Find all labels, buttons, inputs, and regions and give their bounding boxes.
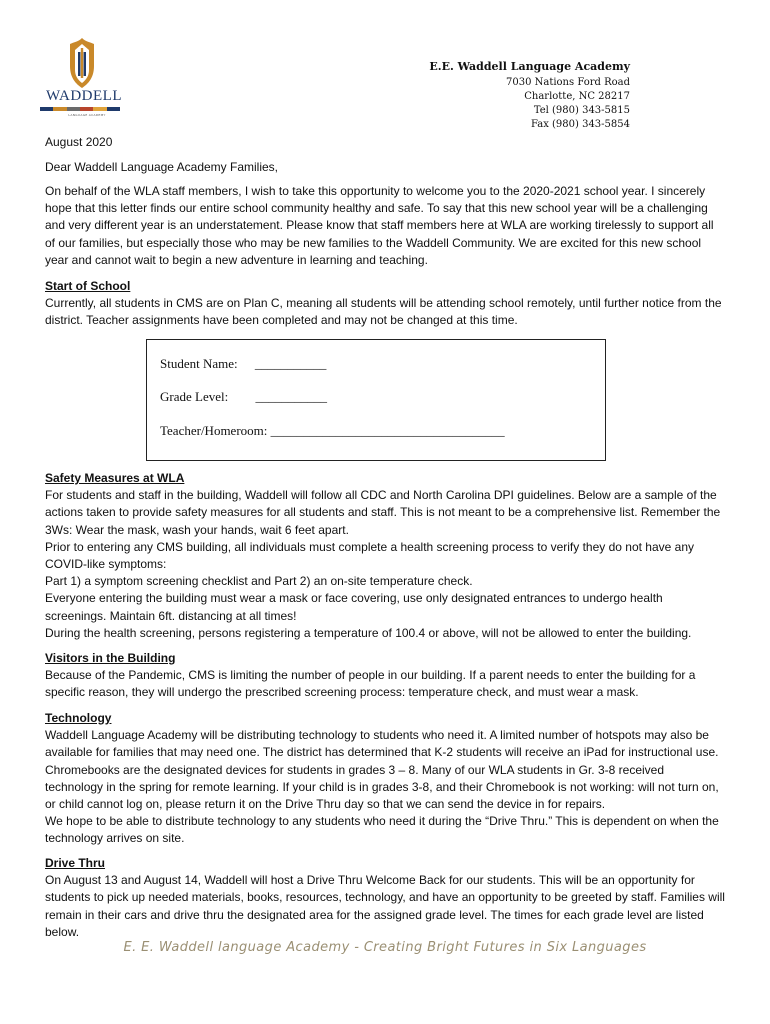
address-fax: Fax (980) 343-5854 xyxy=(530,119,630,130)
footer-tagline: E. E. Waddell language Academy - Creating Bright Futures in Six Languages xyxy=(123,940,647,955)
safety-text-2: Prior to entering any CMS building, all individuals must complete a health screening process to verify they do not have any COVID-like symptoms: xyxy=(45,539,695,572)
visitors-text: Because of the Pandemic, CMS is limiting the number of people in our building. If a parent needs to enter the building for a specific reason, they will undergo the prescribed screening process: temperature check, and must wear a mask. xyxy=(45,668,696,700)
letter-date: August 2020 xyxy=(45,135,113,149)
safety-text-1: For students and staff in the building, Waddell will follow all CDC and North Carolina DPI guidelines. Below are a sample of the actions taken to provide safety measures for all students and staff. This is not meant to be a comprehensive list. Remember the 3Ws: Wear the mask, wash your hands, wait 6 feet apart. xyxy=(45,488,721,537)
visitors-heading: Visitors in the Building xyxy=(45,651,176,665)
address-city: Charlotte, NC 28217 xyxy=(524,91,630,102)
drive-heading: Drive Thru xyxy=(45,856,106,870)
letterhead-address xyxy=(429,60,630,132)
teacher-label: Teacher/Homeroom: xyxy=(160,423,268,438)
drive-text: On August 13 and August 14, Waddell will host a Drive Thru Welcome Back for our students. This will be an opportunity for students to pick up needed materials, books, resources, technology, and have an opportunity to be greeted by staff. Families will remain in their cars and drive thru the designated area for the assigned grade level. The times for each grade level are listed below. xyxy=(45,873,725,939)
safety-heading: Safety Measures at WLA xyxy=(45,471,185,485)
student-name-label: Student Name: xyxy=(160,356,238,371)
logo-color-bar xyxy=(40,107,120,111)
grade-level-row xyxy=(160,389,327,405)
technology-text-1: Waddell Language Academy will be distributing technology to students who need it. A limited number of hotspots may also be available for families that may need one. The district has determined that K-2 students will receive an iPad for instructional use. Chromebooks are the designated devices for students in grades 3 – 8. Many of our WLA students in Gr. 3-8 received technology in the spring for remote learning. If your child is in grades 3-8, and their Chromebook is not working: will not turn on, or child cannot log on, please return it on the Drive Thru day so that we can send the device in for repairs. xyxy=(45,728,719,812)
start-text: Currently, all students in CMS are on Plan C, meaning all students will be attending school remotely, until further notice from the district. Teacher assignments have been completed and may not be changed at this time. xyxy=(45,296,722,328)
logo-subtitle: LANGUAGE ACADEMY xyxy=(68,113,106,117)
intro-paragraph: On behalf of the WLA staff members, I wish to take this opportunity to welcome you to the 2020-2021 school year. I sincerely hope that this letter finds our entire school community healthy and safe. To say that this new school year will be a challenging and very different year is an understatement. Please know that staff members here at WLA are working tirelessly to support all of our families, but especially those who may be new families to the Waddell Community. We are excited for this new school year and cannot wait to begin a new adventure in learning and teaching. xyxy=(45,184,714,267)
start-heading: Start of School xyxy=(45,279,131,293)
student-info-form xyxy=(146,339,606,461)
drive-thru-section xyxy=(45,855,725,941)
start-of-school-section xyxy=(45,278,725,330)
salutation: Dear Waddell Language Academy Families, xyxy=(45,160,279,174)
safety-text-4: Everyone entering the building must wear a mask or face covering, use only designated entrances to undergo health screenings. Maintain 6ft. distancing at all times! xyxy=(45,591,663,623)
safety-section xyxy=(45,470,725,642)
visitors-section xyxy=(45,650,725,702)
technology-heading: Technology xyxy=(45,711,112,725)
technology-section xyxy=(45,710,725,848)
teacher-row xyxy=(160,423,505,439)
teacher-blank[interactable]: ____________________________________ xyxy=(270,423,505,438)
technology-text-2: We hope to be able to distribute technology to any students who need it during the “Drive Thru.” This is dependent on when the technology arrives on site. xyxy=(45,814,719,846)
address-tel: Tel (980) 343-5815 xyxy=(533,105,630,116)
logo-wordmark: WADDELL xyxy=(46,88,122,104)
grade-level-label: Grade Level: xyxy=(160,389,229,404)
address-street: 7030 Nations Ford Road xyxy=(505,77,630,88)
student-name-blank[interactable]: ___________ xyxy=(254,356,327,371)
safety-text-5: During the health screening, persons registering a temperature of 100.4 or above, will not be allowed to enter the building. xyxy=(45,625,692,640)
student-name-row xyxy=(160,356,326,372)
shield-crest-icon xyxy=(64,36,100,90)
school-name: E.E. Waddell Language Academy xyxy=(429,60,630,73)
school-logo xyxy=(36,36,128,122)
grade-level-blank[interactable]: ___________ xyxy=(255,389,327,404)
safety-text-3: Part 1) a symptom screening checklist and Part 2) an on-site temperature check. xyxy=(45,574,473,589)
